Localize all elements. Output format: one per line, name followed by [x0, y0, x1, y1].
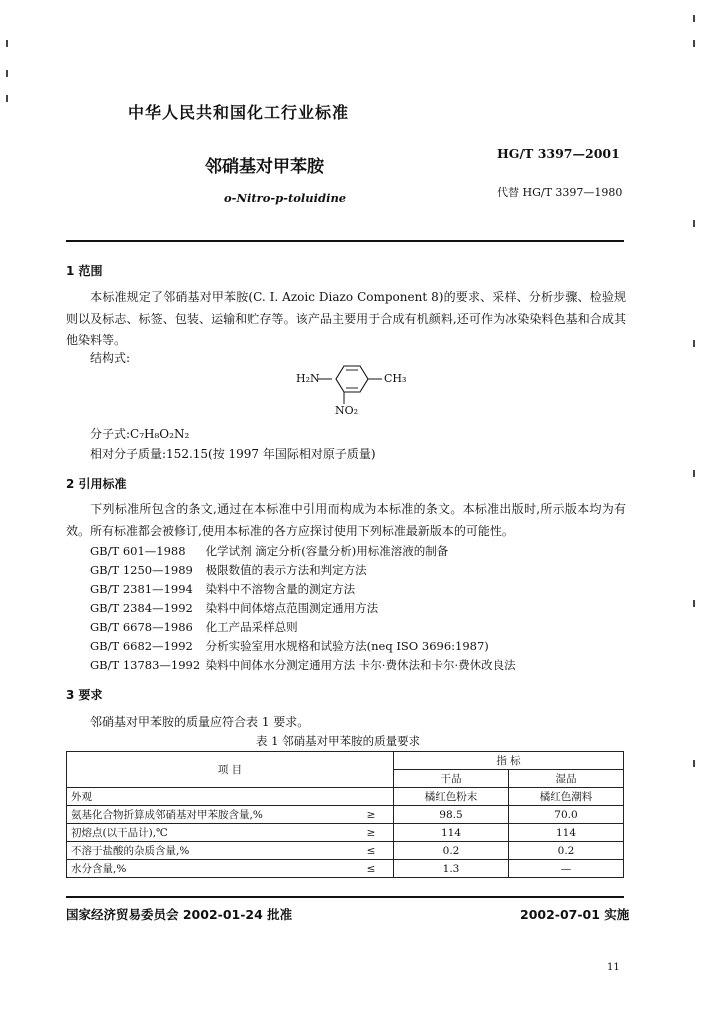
reference-item [90, 600, 378, 616]
table-caption: 表 1 邻硝基对甲苯胺的质量要求 [256, 734, 421, 748]
reference-title: 极限数值的表示方法和判定方法 [205, 563, 367, 577]
table-row [67, 788, 624, 806]
scan-mark [6, 95, 8, 102]
standard-number: HG/T 3397—2001 [497, 146, 620, 161]
reference-title: 染料中间体水分测定通用方法 卡尔·费休法和卡尔·费休改良法 [205, 658, 516, 672]
row-dry-value: 1.3 [394, 860, 509, 878]
table-row [67, 824, 624, 842]
molecular-formula: 分子式:C₇H₈O₂N₂ [90, 427, 190, 441]
table-row [67, 806, 624, 824]
reference-title: 化工产品采样总则 [205, 620, 298, 634]
row-wet-value: 70.0 [509, 806, 624, 824]
reference-code: GB/T 13783—1992 [90, 658, 201, 672]
page-number: 11 [607, 962, 620, 973]
replaces-note: 代替 HG/T 3397—1980 [497, 186, 623, 199]
row-wet-value: — [509, 860, 624, 878]
reference-title: 染料中不溶物含量的测定方法 [205, 582, 356, 596]
requirements-paragraph: 邻硝基对甲苯胺的质量应符合表 1 要求。 [90, 715, 310, 729]
row-dry-value: 114 [394, 824, 509, 842]
reference-item [90, 562, 367, 578]
reference-code: GB/T 2384—1992 [90, 601, 193, 615]
scan-mark [693, 340, 695, 347]
row-item: 初熔点(以干品计),℃ [67, 824, 350, 842]
scan-mark [693, 40, 695, 47]
scan-mark [693, 760, 695, 767]
effective-date: 2002-07-01 实施 [520, 907, 630, 922]
row-symbol [349, 788, 394, 806]
quality-requirements-table [66, 751, 624, 878]
row-wet-value: 0.2 [509, 842, 624, 860]
nitro-group: NO₂ [335, 404, 359, 417]
reference-title: 化学试剂 滴定分析(容量分析)用标准溶液的制备 [205, 544, 449, 558]
structure-label: 结构式: [90, 351, 131, 365]
row-item: 水分含量,% [67, 860, 350, 878]
reference-item [90, 657, 516, 673]
reference-code: GB/T 2381—1994 [90, 582, 193, 596]
section-heading-references: 2 引用标准 [66, 477, 127, 491]
row-item: 不溶于盐酸的杂质含量,% [67, 842, 350, 860]
reference-code: GB/T 6682—1992 [90, 639, 193, 653]
table-row [67, 860, 624, 878]
molecular-mass: 相对分子质量:152.15(按 1997 年国际相对原子质量) [90, 447, 376, 461]
row-dry-value: 98.5 [394, 806, 509, 824]
methyl-group: CH₃ [384, 372, 407, 385]
row-symbol: ≥ [349, 806, 394, 824]
header-dry: 干品 [394, 770, 509, 788]
header-item: 项 目 [67, 752, 394, 788]
reference-code: GB/T 6678—1986 [90, 620, 193, 634]
scope-paragraph [66, 287, 626, 352]
english-title: o-Nitro-p-toluidine [224, 191, 347, 205]
scope-text: 本标准规定了邻硝基对甲苯胺(C. I. Azoic Diazo Component 8)的要求、采样、分析步骤、检验规则以及标志、标签、包装、运输和贮存等。该产品主要用于合成有机颜料,还可作为冰染染料色基和合成其他染料等。 [66, 290, 626, 347]
amino-group: H₂N [296, 372, 320, 385]
reference-item [90, 619, 298, 635]
reference-title: 染料中间体熔点范围测定通用方法 [205, 601, 379, 615]
scan-mark [6, 70, 8, 77]
row-symbol: ≤ [349, 842, 394, 860]
table-header-row [67, 752, 624, 770]
reference-item [90, 543, 448, 559]
row-wet-value: 114 [509, 824, 624, 842]
references-text: 下列标准所包含的条文,通过在本标准中引用而构成为本标准的条文。本标准出版时,所示版本均为有效。所有标准都会被修订,使用本标准的各方应探讨使用下列标准最新版本的可能性。 [66, 502, 626, 538]
row-symbol: ≤ [349, 860, 394, 878]
benzene-ring-diagram [318, 362, 388, 406]
scan-mark [693, 470, 695, 477]
document-title: 邻硝基对甲苯胺 [205, 157, 324, 177]
org-title: 中华人民共和国化工行业标准 [128, 103, 350, 122]
row-item: 氨基化合物折算成邻硝基对甲苯胺含量,% [67, 806, 350, 824]
table-row [67, 842, 624, 860]
scan-mark [6, 40, 8, 47]
references-paragraph [66, 499, 626, 542]
header-index: 指 标 [394, 752, 624, 770]
scan-mark [693, 15, 695, 22]
row-symbol: ≥ [349, 824, 394, 842]
row-item: 外观 [67, 788, 350, 806]
section-heading-requirements: 3 要求 [66, 688, 103, 702]
footer-rule [66, 896, 624, 898]
header-wet: 湿品 [509, 770, 624, 788]
reference-title: 分析实验室用水规格和试验方法(neq ISO 3696:1987) [205, 639, 489, 653]
header-rule [66, 240, 624, 242]
scan-mark [693, 220, 695, 227]
row-dry-value: 橘红色粉末 [394, 788, 509, 806]
row-wet-value: 橘红色潮料 [509, 788, 624, 806]
reference-code: GB/T 1250—1989 [90, 563, 193, 577]
section-heading-scope: 1 范围 [66, 264, 103, 278]
reference-item [90, 638, 489, 654]
scan-mark [693, 600, 695, 607]
reference-code: GB/T 601—1988 [90, 544, 186, 558]
row-dry-value: 0.2 [394, 842, 509, 860]
reference-item [90, 581, 355, 597]
approval-note: 国家经济贸易委员会 2002-01-24 批准 [66, 907, 293, 922]
